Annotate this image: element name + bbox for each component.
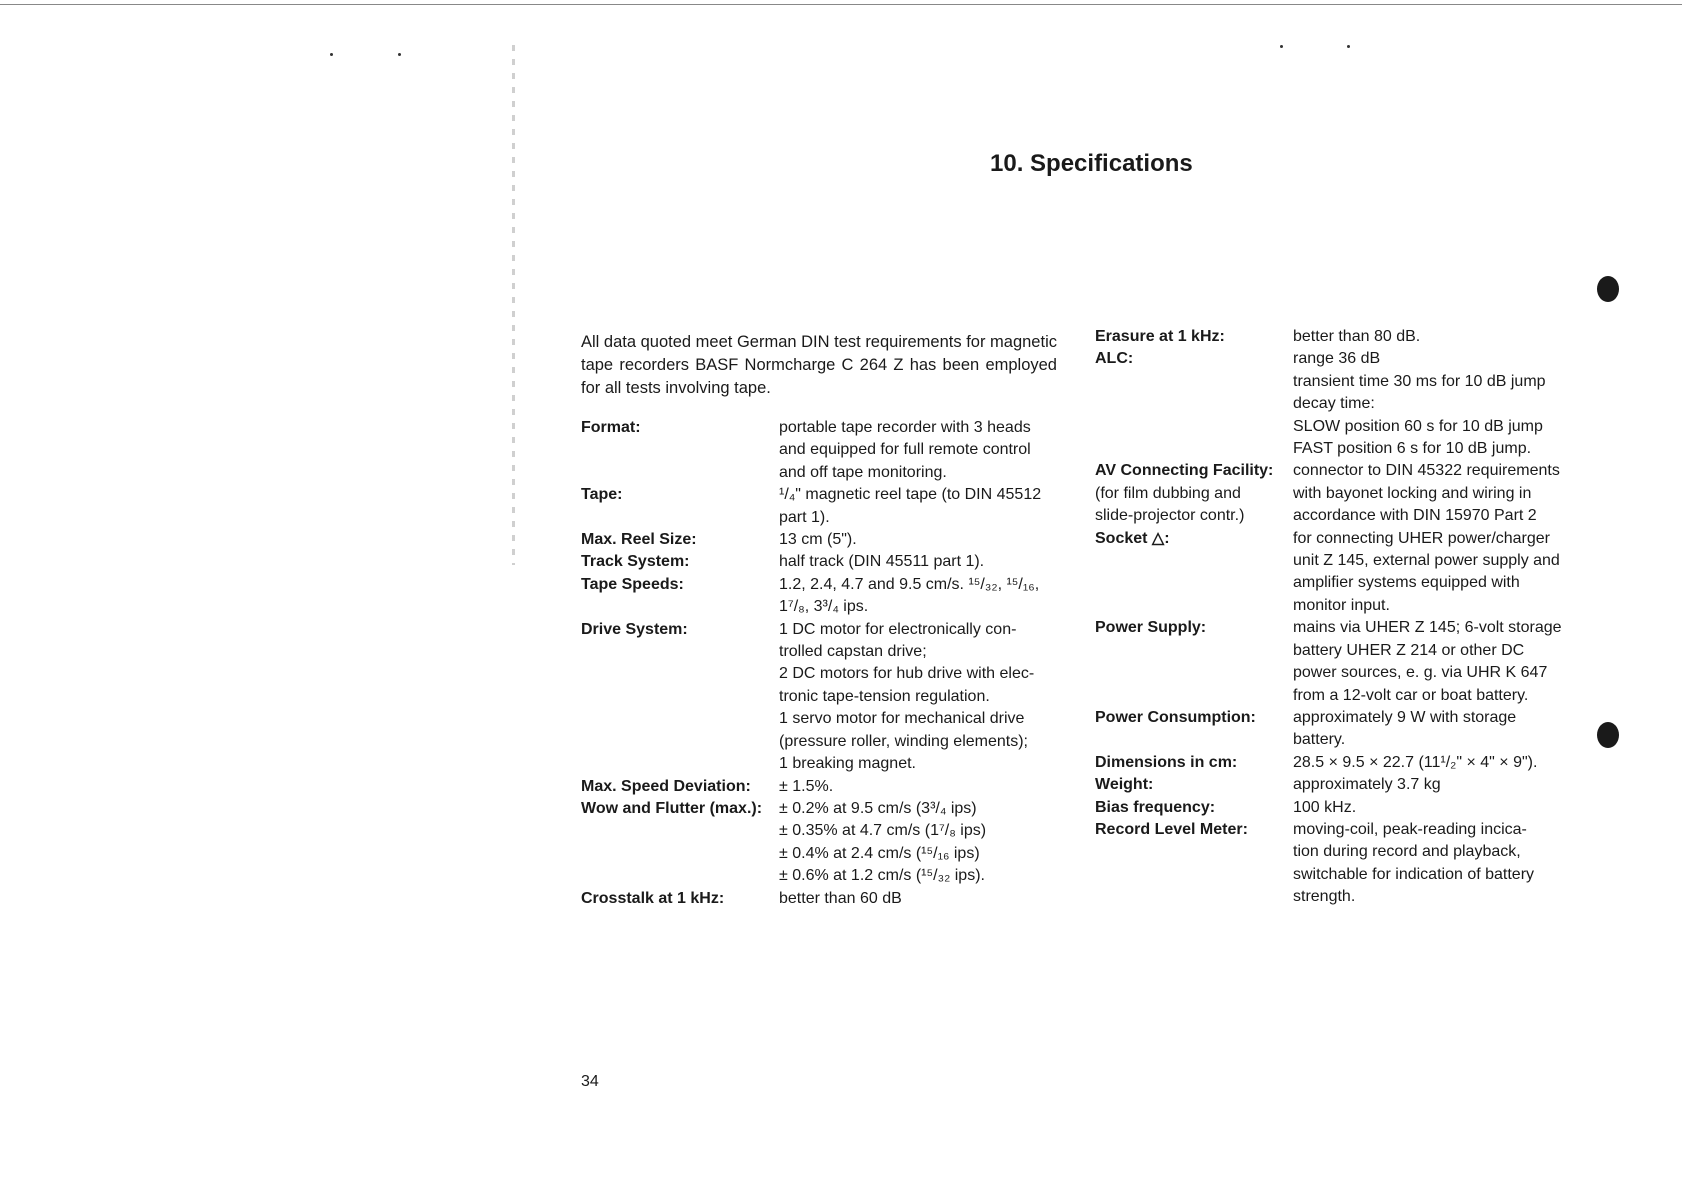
spec-value bbox=[1293, 797, 1569, 819]
spec-label bbox=[1095, 348, 1293, 460]
spec-value bbox=[1293, 752, 1569, 774]
spec-value-line: 1.2, 2.4, 4.7 and 9.5 cm/s. ¹⁵/₃₂, ¹⁵/₁₆, bbox=[779, 575, 1040, 593]
intro-paragraph: All data quoted meet German DIN test requirements for magnetic tape recorders BASF Normcharge C 264 Z has been employed for all tests involving tape. bbox=[581, 333, 1057, 397]
spec-label bbox=[581, 551, 779, 573]
spec-value bbox=[1293, 617, 1569, 707]
spec-label-text: Max. Reel Size: bbox=[581, 531, 697, 549]
spec-value-line: part 1). bbox=[779, 508, 830, 526]
spec-label-text: Format: bbox=[581, 419, 641, 436]
spec-value bbox=[1293, 460, 1569, 527]
spec-row bbox=[581, 888, 1061, 910]
spec-label-text: Crosstalk at 1 kHz: bbox=[581, 889, 725, 907]
spec-row bbox=[1095, 460, 1575, 527]
spec-value-line: SLOW position 60 s for 10 dB jump bbox=[1293, 417, 1543, 435]
spec-label bbox=[581, 888, 779, 910]
spec-list-right bbox=[1095, 326, 1575, 909]
spec-label-text: Erasure at 1 kHz: bbox=[1095, 328, 1225, 345]
spec-label bbox=[1095, 617, 1293, 707]
spec-label-text: Wow and Flutter (max.): bbox=[581, 799, 763, 817]
spec-row bbox=[1095, 797, 1575, 819]
spec-row bbox=[581, 529, 1061, 551]
spec-row bbox=[1095, 774, 1575, 796]
punch-hole-bottom bbox=[1597, 722, 1619, 748]
spec-label bbox=[1095, 460, 1293, 527]
spec-label bbox=[581, 529, 779, 551]
spec-row bbox=[1095, 819, 1575, 909]
scan-binding-marks bbox=[512, 45, 515, 565]
spec-value bbox=[779, 417, 1055, 484]
spec-label bbox=[1095, 707, 1293, 752]
spec-value-line: better than 80 dB. bbox=[1293, 328, 1421, 345]
spec-label bbox=[581, 619, 779, 776]
spec-value-line: decay time: bbox=[1293, 395, 1375, 413]
spec-value-line: from a 12-volt car or boat battery. bbox=[1293, 686, 1529, 704]
page-number: 34 bbox=[581, 1073, 599, 1090]
spec-label-text: Power Supply: bbox=[1095, 619, 1207, 637]
spec-value-line: better than 60 dB bbox=[779, 889, 902, 907]
spec-value-line: with bayonet locking and wiring in bbox=[1293, 484, 1532, 502]
spec-label-text: Dimensions in cm: bbox=[1095, 753, 1238, 771]
spec-value bbox=[779, 888, 1055, 910]
spec-sublabel: slide-projector contr.) bbox=[1095, 507, 1245, 525]
spec-label bbox=[581, 776, 779, 798]
spec-value-line: mains via UHER Z 145; 6-volt storage bbox=[1293, 619, 1562, 637]
spec-value-line: ± 0.4% at 2.4 cm/s (¹⁵/₁₆ ips) bbox=[779, 844, 980, 862]
spec-label-text: Max. Speed Deviation: bbox=[581, 777, 751, 795]
spec-value-line: ¹/₄" magnetic reel tape (to DIN 45512 bbox=[779, 486, 1042, 504]
spec-value bbox=[779, 551, 1055, 573]
spec-value-line: 1 breaking magnet. bbox=[779, 755, 916, 773]
spec-value bbox=[1293, 707, 1569, 752]
spec-row bbox=[581, 551, 1061, 573]
spec-list-left bbox=[581, 417, 1061, 910]
spec-value-line: ± 1.5%. bbox=[779, 777, 834, 795]
spec-value-line: amplifier systems equipped with bbox=[1293, 574, 1520, 592]
spec-value-line: range 36 dB bbox=[1293, 350, 1381, 368]
spec-value bbox=[779, 776, 1055, 798]
spec-label-text: Socket △: bbox=[1095, 529, 1170, 547]
spec-label bbox=[581, 484, 779, 529]
spec-value-line: ± 0.35% at 4.7 cm/s (1⁷/₈ ips) bbox=[779, 822, 987, 840]
spec-value-line: 28.5 × 9.5 × 22.7 (11¹/₂" × 4" × 9"). bbox=[1293, 753, 1538, 771]
spec-value-line: connector to DIN 45322 requirements bbox=[1293, 462, 1560, 480]
spec-value-line: monitor input. bbox=[1293, 596, 1390, 614]
spec-row bbox=[1095, 707, 1575, 752]
spec-value-line: FAST position 6 s for 10 dB jump. bbox=[1293, 440, 1532, 458]
spec-label-text: Record Level Meter: bbox=[1095, 820, 1248, 838]
spec-value-line: trolled capstan drive; bbox=[779, 643, 927, 661]
spec-label-text: Weight: bbox=[1095, 776, 1154, 794]
spec-value-line: 1 servo motor for mechanical drive bbox=[779, 710, 1025, 728]
spec-value-line: power sources, e. g. via UHR K 647 bbox=[1293, 664, 1548, 682]
spec-label bbox=[581, 417, 779, 484]
spec-row bbox=[1095, 348, 1575, 460]
spec-value-line: approximately 9 W with storage bbox=[1293, 708, 1517, 726]
spec-value-line: and off tape monitoring. bbox=[779, 463, 947, 481]
spec-row bbox=[581, 484, 1061, 529]
spec-value bbox=[779, 574, 1055, 619]
spec-value-line: ± 0.2% at 9.5 cm/s (3³/₄ ips) bbox=[779, 799, 977, 817]
spec-value bbox=[1293, 819, 1569, 909]
spec-row bbox=[1095, 528, 1575, 618]
spec-row bbox=[581, 417, 1061, 484]
spec-value-line: tronic tape-tension regulation. bbox=[779, 687, 990, 705]
spec-label bbox=[581, 574, 779, 619]
section-title: 10. Specifications bbox=[990, 150, 1193, 177]
spec-value-line: ± 0.6% at 1.2 cm/s (¹⁵/₃₂ ips). bbox=[779, 867, 985, 885]
spec-label bbox=[1095, 528, 1293, 618]
spec-value-line: switchable for indication of battery bbox=[1293, 865, 1535, 883]
spec-row bbox=[1095, 752, 1575, 774]
spec-sublabel: (for film dubbing and bbox=[1095, 484, 1241, 502]
spec-value bbox=[779, 619, 1055, 776]
spec-value-line: transient time 30 ms for 10 dB jump bbox=[1293, 372, 1546, 390]
spec-row bbox=[581, 619, 1061, 776]
spec-label bbox=[581, 798, 779, 888]
spec-label-text: Power Consumption: bbox=[1095, 708, 1256, 726]
spec-value-line: 13 cm (5"). bbox=[779, 531, 857, 549]
spec-value-line: and equipped for full remote control bbox=[779, 441, 1031, 459]
spec-value-line: 1 DC motor for electronically con- bbox=[779, 620, 1017, 638]
spec-value-line: for connecting UHER power/charger bbox=[1293, 529, 1551, 547]
spec-label-text: ALC: bbox=[1095, 350, 1134, 368]
spec-label-text: Track System: bbox=[581, 553, 690, 571]
spec-label-text: Tape: bbox=[581, 486, 623, 504]
spec-value bbox=[1293, 326, 1569, 348]
spec-value-line: moving-coil, peak-reading incica- bbox=[1293, 820, 1527, 838]
spec-value-line: battery. bbox=[1293, 731, 1346, 749]
spec-value-line: approximately 3.7 kg bbox=[1293, 776, 1441, 794]
spec-value-line: tion during record and playback, bbox=[1293, 843, 1521, 861]
scan-speck bbox=[330, 53, 333, 56]
spec-label bbox=[1095, 819, 1293, 909]
spec-label bbox=[1095, 797, 1293, 819]
spec-row bbox=[1095, 326, 1575, 348]
spec-value bbox=[1293, 348, 1569, 460]
spec-row bbox=[581, 798, 1061, 888]
spec-value-line: 2 DC motors for hub drive with elec- bbox=[779, 665, 1035, 683]
spec-label-text: Bias frequency: bbox=[1095, 798, 1216, 816]
spec-row bbox=[1095, 617, 1575, 707]
spec-label-text: Tape Speeds: bbox=[581, 575, 684, 593]
spec-label-text: AV Connecting Facility: bbox=[1095, 462, 1274, 480]
spec-value-line: 100 kHz. bbox=[1293, 798, 1357, 816]
spec-label bbox=[1095, 752, 1293, 774]
spec-value bbox=[779, 529, 1055, 551]
spec-value-line: 1⁷/₈, 3³/₄ ips. bbox=[779, 598, 869, 616]
spec-value bbox=[779, 484, 1055, 529]
spec-value bbox=[779, 798, 1055, 888]
spec-row bbox=[581, 776, 1061, 798]
punch-hole-top bbox=[1597, 276, 1619, 302]
spec-value-line: accordance with DIN 15970 Part 2 bbox=[1293, 507, 1537, 525]
scan-speck bbox=[398, 53, 401, 56]
scan-speck bbox=[1347, 45, 1350, 48]
spec-value-line: (pressure roller, winding elements); bbox=[779, 732, 1028, 750]
spec-value-line: half track (DIN 45511 part 1). bbox=[779, 553, 985, 571]
spec-value-line: unit Z 145, external power supply and bbox=[1293, 552, 1560, 570]
spec-value-line: strength. bbox=[1293, 888, 1356, 906]
spec-label bbox=[1095, 326, 1293, 348]
spec-value-line: portable tape recorder with 3 heads bbox=[779, 419, 1031, 436]
spec-value-line: battery UHER Z 214 or other DC bbox=[1293, 641, 1525, 659]
spec-value bbox=[1293, 774, 1569, 796]
spec-value bbox=[1293, 528, 1569, 618]
spec-label bbox=[1095, 774, 1293, 796]
spec-row bbox=[581, 574, 1061, 619]
scan-speck bbox=[1280, 45, 1283, 48]
spec-label-text: Drive System: bbox=[581, 620, 688, 638]
scan-top-edge bbox=[0, 4, 1682, 5]
